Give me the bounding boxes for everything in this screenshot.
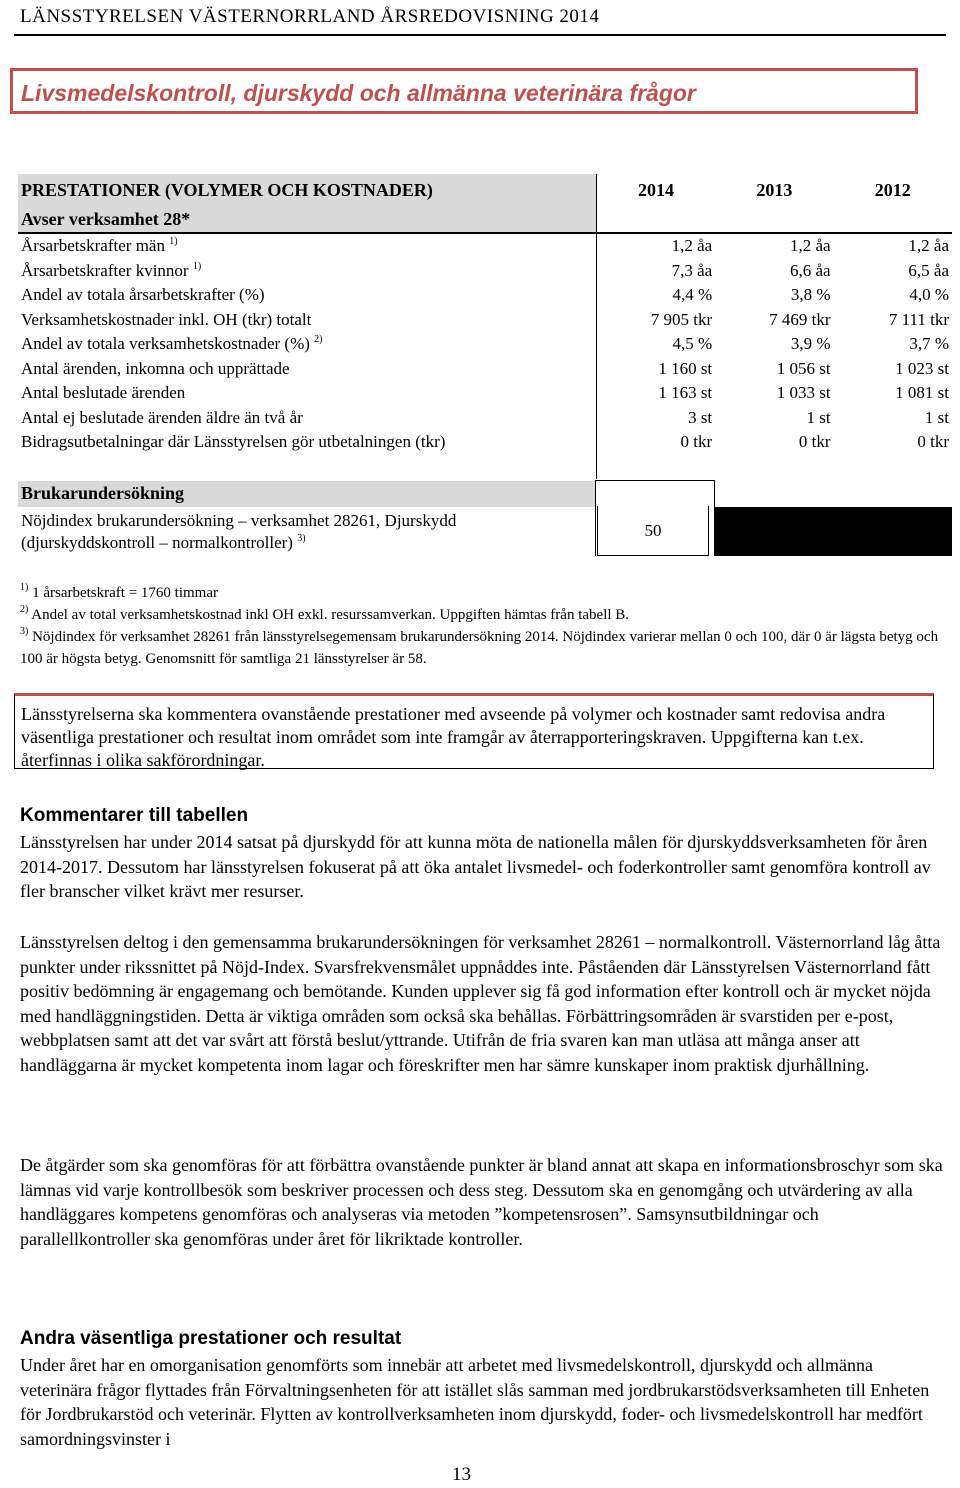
footnote-2: $^{2)}$ Andel av total verksamhetskostnad inkl OH exkl. resurssamverkan. Uppgiften hämtas från tabell B. <box>20 604 630 623</box>
value-2012: 6,5 åa <box>908 260 949 280</box>
row-label: Bidragsutbetalningar där Länsstyrelsen gör utbetalningen (tkr) <box>21 432 446 452</box>
survey-label-line1: Nöjdindex brukarundersökning – verksamhet 28261, Djurskydd <box>21 510 457 530</box>
footnote-ref: 3) <box>297 532 306 544</box>
value-2013: 0 tkr <box>798 432 831 452</box>
value-2014: 7 905 tkr <box>596 308 715 333</box>
instruction-box: Länsstyrelserna ska kommentera ovanstående prestationer med avseende på volymer och kostnader samt redovisa andra väsentliga prestationer och resultat inom området som inte framgår av återrapporteringskraven. Uppgifterna kan t.ex. återfinnas i olika sakförordningar. <box>14 693 934 769</box>
header-divider <box>14 34 946 36</box>
table-row <box>18 283 952 308</box>
footnote-3: $^{3)}$ Nöjdindex för verksamhet 28261 från länsstyrelsegemensam brukarundersökning 2014. Nöjdindex varierar mellan 0 och 100, där 0 är lägsta betyg och 100 är högsta betyg. Genomsnitt för samtliga 21 länsstyrelser är 58. <box>20 626 939 667</box>
footnote-1: $^{1)}$ 1 årsarbetskraft = 1760 timmar <box>20 582 218 601</box>
footnote-ref: 2) <box>314 334 323 346</box>
comments-paragraph-3: De åtgärder som ska genomföras för att förbättra ovanstående punkter är bland annat att skapa en informationsbroschyr som ska lämnas vid varje kontrollbesök som beskriver processen och dess steg. Dessutom ska en genomgång och utvärdering av alla handläggares kompetens genomföras och analyseras via metoden ”kompetensrosen”. Samsynsutbildningar och parallellkontroller ska genomföras under året för likriktade kontroller. <box>20 1155 943 1249</box>
value-2013: 3,8 % <box>790 285 831 305</box>
section-title-box <box>10 68 918 114</box>
value-2013: 7 469 tkr <box>769 309 831 329</box>
row-label: Årsarbetskrafter män <box>21 236 165 256</box>
table-row <box>18 259 952 284</box>
value-2014: 1 160 st <box>596 357 715 382</box>
row-label: Antal ej beslutade ärenden äldre än två år <box>21 407 303 427</box>
value-2014: 1,2 åa <box>596 233 715 259</box>
table-row <box>18 406 952 431</box>
table-heading: PRESTATIONER (VOLYMER OCH KOSTNADER) <box>18 174 596 206</box>
row-label: Verksamhetskostnader inkl. OH (tkr) totalt <box>21 309 312 329</box>
year-2013-header: 2013 <box>756 179 793 200</box>
performance-table <box>18 174 952 479</box>
value-2013: 3,9 % <box>790 334 831 354</box>
row-label: Antal beslutade ärenden <box>21 383 186 403</box>
footnote-mark: 3) <box>20 626 29 637</box>
year-2012-header: 2012 <box>874 179 911 200</box>
row-label: Antal ärenden, inkomna och upprättade <box>21 358 290 378</box>
table-row <box>18 357 952 382</box>
value-2013: 1,2 åa <box>715 233 833 259</box>
value-2012: 1 st <box>924 407 949 427</box>
value-2013: 6,6 åa <box>789 260 831 280</box>
value-2013: 1 st <box>806 407 831 427</box>
footnote-ref: 1) <box>169 236 178 248</box>
value-2014: 0 tkr <box>596 430 715 455</box>
value-2014: 3 st <box>596 406 715 431</box>
value-2012: 7 111 tkr <box>888 309 949 329</box>
table-row <box>18 430 952 455</box>
table-row <box>18 308 952 333</box>
no-data-2012 <box>833 507 951 556</box>
survey-value-2014: 50 <box>597 506 709 556</box>
value-2012: 3,7 % <box>909 334 949 354</box>
table-subheading-row <box>18 206 952 233</box>
page-number: 13 <box>452 1464 471 1485</box>
row-label: Andel av totala verksamhetskostnader (%) <box>21 334 310 354</box>
table-subheading: Avser verksamhet 28* <box>18 206 596 233</box>
value-2014: 4,4 % <box>596 283 715 308</box>
running-header: LÄNSSTYRELSEN VÄSTERNORRLAND ÅRSREDOVISNING 2014 <box>20 6 600 27</box>
table-row <box>18 332 952 357</box>
value-2012: 1 023 st <box>895 358 949 378</box>
value-2013: 1 033 st <box>776 383 831 403</box>
user-survey-table <box>18 480 952 556</box>
comments-paragraph-2: Länsstyrelsen deltog i den gemensamma brukarundersökningen för verksamhet 28261 – normalkontroll. Västernorrland låg åtta punkter under rikssnittet på Nöjd-Index. Svarsfrekvensmålet uppnåddes inte. Påståenden där Länsstyrelsen Västernorrland fått positiv bedömning är engagemang och bemötande. Kunden upplever sig få god information efter kontroll och är mycket nöjda med handläggningstiden. Detta är viktiga områden som också ska behållas. Förbättringsområden är svarstiden per e-post, webbplatsen samt att det var svårt att förstå beslut/yttrande. Utifrån de fria svaren kan man utläsa att många anser att handläggarna är mycket kompetenta inom lagar och föreskrifter men har sämre kunskaper inom praktisk djurhållning. <box>20 932 941 1075</box>
value-2012: 1,2 åa <box>834 233 952 259</box>
comments-paragraph-1: Länsstyrelsen har under 2014 satsat på djurskydd för att kunna möta de nationella målen för djurskyddsverksamheten för åren 2014-2017. Dessutom har länsstyrelsen fokuserat på att öka antalet livsmedel- och foderkontroller samt genomföra kontroll av fler branscher vilket krävt mer resurser. <box>20 832 931 901</box>
footnote-mark: 2) <box>20 604 29 615</box>
footnote-mark: 1) <box>20 582 29 593</box>
survey-heading-row <box>18 481 952 507</box>
no-data-2013 <box>715 507 834 556</box>
survey-label-line2: (djurskyddskontroll – normalkontroller) <box>21 532 293 552</box>
value-2013: 1 056 st <box>776 358 831 378</box>
section-title: Livsmedelskontroll, djurskydd och allmänna veterinära frågor <box>21 80 696 106</box>
table-row <box>18 233 952 259</box>
table-row <box>18 381 952 406</box>
value-2014: 4,5 % <box>596 332 715 357</box>
survey-heading: Brukarundersökning <box>18 481 595 507</box>
row-label: Årsarbetskrafter kvinnor <box>21 260 189 280</box>
footnote-ref: 1) <box>192 260 202 272</box>
year-2014-header: 2014 <box>596 174 715 206</box>
value-2014: 1 163 st <box>596 381 715 406</box>
value-2012: 4,0 % <box>909 285 949 305</box>
row-label: Andel av totala årsarbetskrafter (%) <box>21 285 265 305</box>
comments-heading: Kommentarer till tabellen <box>20 805 249 826</box>
value-2012: 1 081 st <box>895 383 949 403</box>
table-header-row <box>18 174 952 206</box>
other-results-heading: Andra väsentliga prestationer och resultat <box>20 1328 402 1349</box>
value-2014: 7,3 åa <box>596 259 715 284</box>
other-results-paragraph: Under året har en omorganisation genomförts som innebär att arbetet med livsmedelskontroll, djurskydd och allmänna veterinära frågor flyttades från Förvaltningsenheten för att istället slås samman med jordbrukarstödsverksamheten till Enheten för Jordbrukarstöd och veterinär. Flytten av kontrollverksamheten inom djurskydd, foder- och livsmedelskontroll har medfört samordningsvinster i <box>20 1355 930 1449</box>
footnotes <box>20 582 940 670</box>
survey-row <box>18 507 952 556</box>
value-2012: 0 tkr <box>917 432 949 452</box>
